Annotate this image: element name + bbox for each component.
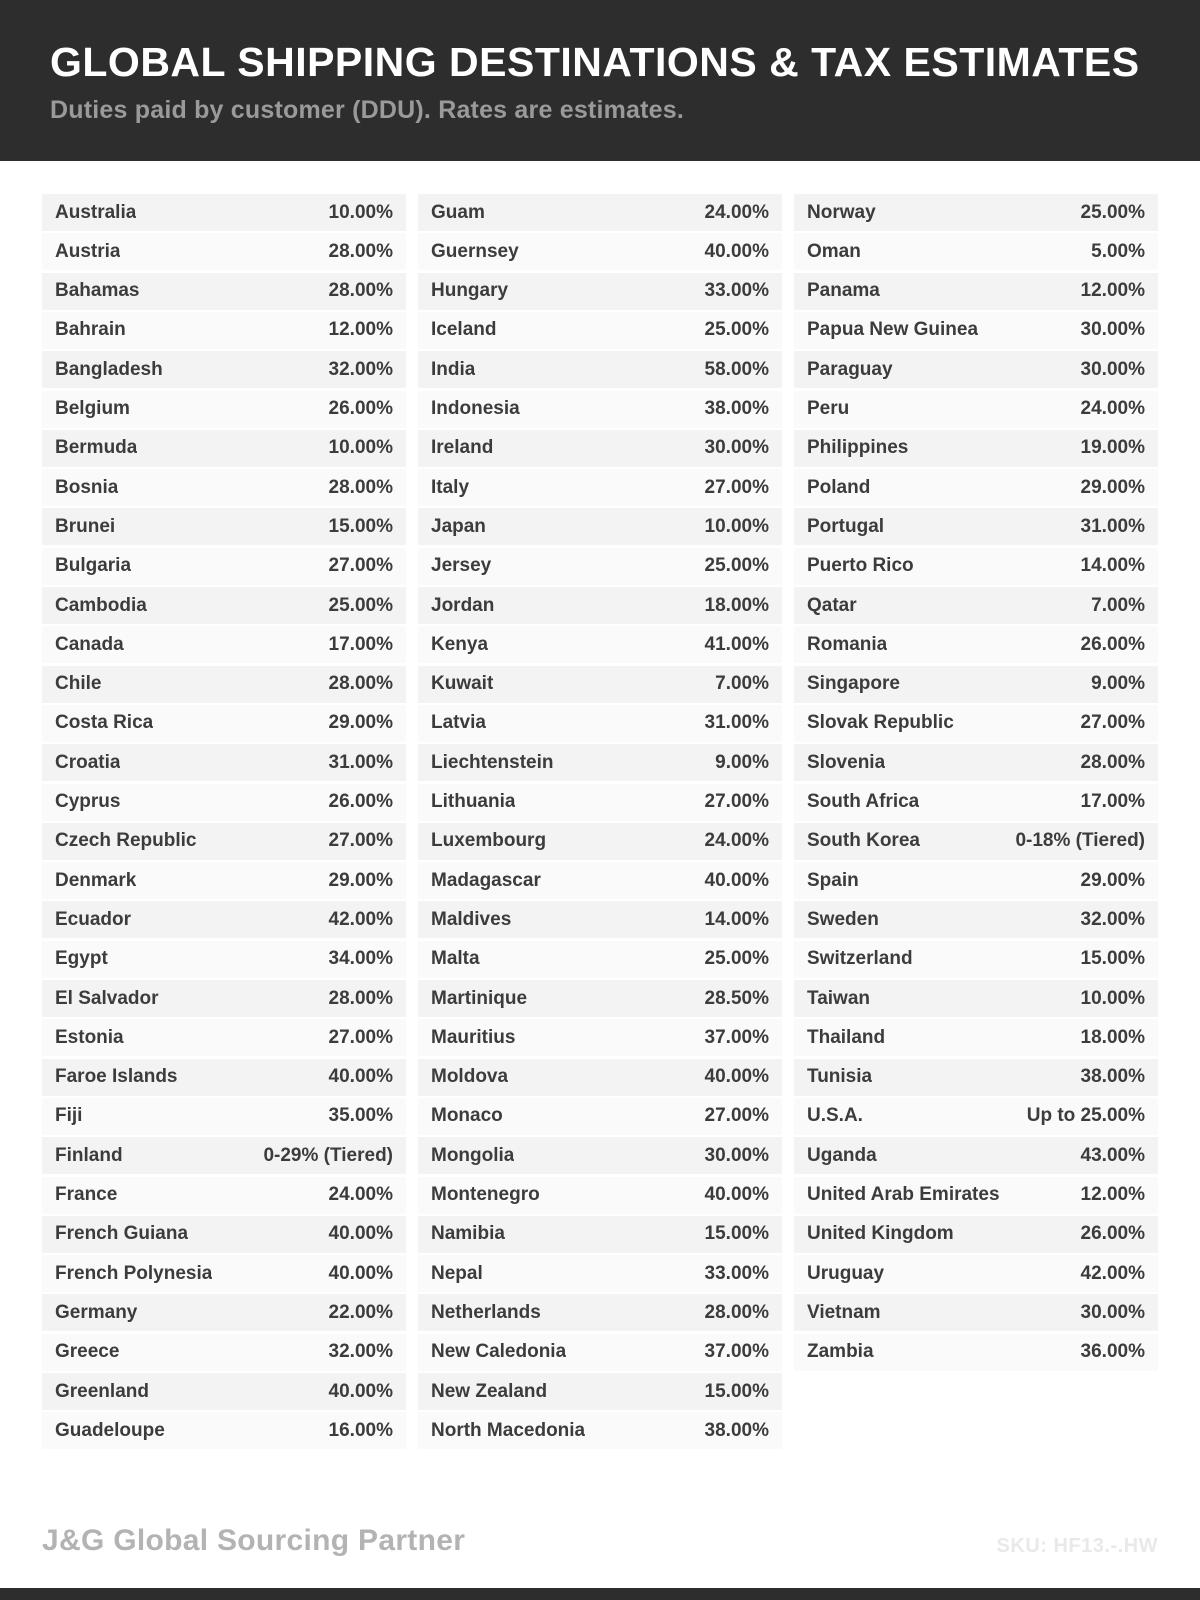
tax-rate: 30.00%: [704, 437, 769, 459]
tax-rate: 5.00%: [1091, 240, 1145, 262]
table-row: [794, 1334, 1158, 1371]
table-row: [42, 233, 406, 270]
country-name: Japan: [431, 515, 486, 537]
table-row: [42, 941, 406, 978]
table-row: [418, 1294, 782, 1331]
tax-rate: 7.00%: [715, 673, 769, 695]
country-name: Chile: [55, 673, 102, 695]
table-row: [42, 312, 406, 349]
table-row: [42, 194, 406, 231]
tax-rate: 29.00%: [1080, 869, 1145, 891]
table-row: [418, 941, 782, 978]
country-name: Sweden: [807, 908, 879, 930]
tax-rate: 27.00%: [328, 830, 393, 852]
table-column-3: [794, 194, 1158, 1373]
table-row: [418, 980, 782, 1017]
table-column-1: [42, 194, 406, 1452]
country-name: Tunisia: [807, 1066, 873, 1088]
country-name: India: [431, 358, 476, 380]
tax-rate: 34.00%: [328, 948, 393, 970]
tax-rate: 28.00%: [704, 1301, 769, 1323]
country-name: New Caledonia: [431, 1341, 567, 1363]
footer: [42, 1524, 1158, 1558]
table-row: [794, 626, 1158, 663]
tax-rate: 16.00%: [328, 1419, 393, 1441]
table-row: [42, 508, 406, 545]
country-name: Iceland: [431, 319, 497, 341]
table-row: [794, 430, 1158, 467]
tax-rate: 27.00%: [704, 791, 769, 813]
table-row: [42, 862, 406, 899]
country-name: Guernsey: [431, 240, 519, 262]
tax-rate: 15.00%: [704, 1223, 769, 1245]
country-name: El Salvador: [55, 987, 159, 1009]
table-row: [42, 705, 406, 742]
tax-rate: 12.00%: [1080, 280, 1145, 302]
table-row: [418, 508, 782, 545]
tax-rate: 0-18% (Tiered): [1015, 830, 1145, 852]
header: [0, 0, 1200, 161]
table-row: [42, 1059, 406, 1096]
country-name: Bangladesh: [55, 358, 163, 380]
table-row: [794, 1019, 1158, 1056]
tax-rate: 40.00%: [704, 1184, 769, 1206]
table-row: [418, 744, 782, 781]
table-row: [42, 391, 406, 428]
tax-rate: 9.00%: [715, 751, 769, 773]
tax-rate: 27.00%: [328, 1026, 393, 1048]
country-name: Liechtenstein: [431, 751, 554, 773]
country-name: Malta: [431, 948, 480, 970]
tax-rate: 40.00%: [704, 1066, 769, 1088]
table-row: [418, 1098, 782, 1135]
table-row: [794, 901, 1158, 938]
tax-rate: 15.00%: [328, 515, 393, 537]
table-row: [794, 744, 1158, 781]
tax-rate: 58.00%: [704, 358, 769, 380]
country-name: Philippines: [807, 437, 909, 459]
table-row: [794, 1255, 1158, 1292]
table-row: [42, 980, 406, 1017]
table-row: [418, 862, 782, 899]
tax-rate: 9.00%: [1091, 673, 1145, 695]
country-name: Denmark: [55, 869, 137, 891]
country-name: United Kingdom: [807, 1223, 954, 1245]
tax-rate: 33.00%: [704, 1262, 769, 1284]
tax-rate: 40.00%: [704, 869, 769, 891]
tax-rate: 28.00%: [1080, 751, 1145, 773]
country-name: Bosnia: [55, 476, 119, 498]
country-name: Papua New Guinea: [807, 319, 979, 341]
table-row: [418, 1177, 782, 1214]
tax-rate: 14.00%: [704, 908, 769, 930]
tax-rate: 42.00%: [328, 908, 393, 930]
table-row: [42, 784, 406, 821]
tax-rate: 15.00%: [704, 1380, 769, 1402]
country-name: Egypt: [55, 948, 108, 970]
country-name: French Guiana: [55, 1223, 189, 1245]
country-name: Belgium: [55, 398, 130, 420]
country-name: Finland: [55, 1144, 123, 1166]
country-name: North Macedonia: [431, 1419, 586, 1441]
page-subtitle: Duties paid by customer (DDU). Rates are estimates.: [50, 96, 685, 125]
table-row: [418, 1255, 782, 1292]
table-row: [794, 548, 1158, 585]
tax-rate: 26.00%: [1080, 633, 1145, 655]
table-row: [42, 430, 406, 467]
country-name: Ecuador: [55, 908, 132, 930]
country-name: Romania: [807, 633, 888, 655]
tax-rate: 31.00%: [328, 751, 393, 773]
table-column-2: [418, 194, 782, 1452]
table-row: [418, 1412, 782, 1449]
sku-text: SKU: HF13.-.HW: [996, 1535, 1158, 1557]
tax-rate: 19.00%: [1080, 437, 1145, 459]
table-row: [794, 312, 1158, 349]
table-row: [42, 1373, 406, 1410]
country-name: Luxembourg: [431, 830, 547, 852]
table-row: [42, 1019, 406, 1056]
table-row: [418, 705, 782, 742]
country-name: Bahamas: [55, 280, 140, 302]
tax-rate: 10.00%: [328, 437, 393, 459]
tax-rate: 24.00%: [1080, 398, 1145, 420]
country-name: Indonesia: [431, 398, 520, 420]
tax-rate: 36.00%: [1080, 1341, 1145, 1363]
table-row: [418, 312, 782, 349]
table-row: [418, 469, 782, 506]
table-row: [794, 508, 1158, 545]
country-name: Norway: [807, 201, 876, 223]
country-name: Maldives: [431, 908, 512, 930]
tax-rate: 37.00%: [704, 1341, 769, 1363]
table-row: [418, 1216, 782, 1253]
table-row: [794, 823, 1158, 860]
table-row: [418, 1373, 782, 1410]
country-name: Germany: [55, 1301, 138, 1323]
page-title: GLOBAL SHIPPING DESTINATIONS & TAX ESTIMATES: [50, 39, 1140, 85]
tax-rate: 29.00%: [1080, 476, 1145, 498]
table-row: [42, 626, 406, 663]
tax-rate: 29.00%: [328, 712, 393, 734]
country-name: French Polynesia: [55, 1262, 213, 1284]
country-name: Moldova: [431, 1066, 509, 1088]
table-row: [794, 862, 1158, 899]
table-row: [794, 587, 1158, 624]
tax-rate: 27.00%: [1080, 712, 1145, 734]
tax-rate: 25.00%: [704, 319, 769, 341]
table-row: [794, 666, 1158, 703]
country-name: Spain: [807, 869, 859, 891]
country-name: Kuwait: [431, 673, 494, 695]
tax-rate: 38.00%: [1080, 1066, 1145, 1088]
country-name: Guadeloupe: [55, 1419, 165, 1441]
table-row: [794, 391, 1158, 428]
table-row: [794, 1216, 1158, 1253]
country-name: Lithuania: [431, 791, 516, 813]
country-name: Kenya: [431, 633, 489, 655]
country-name: Madagascar: [431, 869, 541, 891]
tax-rate: 38.00%: [704, 1419, 769, 1441]
country-name: Uruguay: [807, 1262, 885, 1284]
country-name: Australia: [55, 201, 137, 223]
country-name: Portugal: [807, 515, 885, 537]
country-name: Paraguay: [807, 358, 893, 380]
tax-rate: 30.00%: [1080, 358, 1145, 380]
tax-rate: Up to 25.00%: [1026, 1105, 1145, 1127]
tax-rate: 27.00%: [328, 555, 393, 577]
table-row: [418, 194, 782, 231]
country-name: New Zealand: [431, 1380, 548, 1402]
country-name: Poland: [807, 476, 871, 498]
tax-rate: 27.00%: [704, 1105, 769, 1127]
table-row: [42, 823, 406, 860]
table-row: [794, 1059, 1158, 1096]
table-row: [42, 1177, 406, 1214]
table-row: [42, 1412, 406, 1449]
table-row: [42, 1294, 406, 1331]
country-name: Brunei: [55, 515, 116, 537]
tax-rate: 27.00%: [704, 476, 769, 498]
table-row: [794, 1137, 1158, 1174]
table-row: [42, 548, 406, 585]
country-name: Monaco: [431, 1105, 503, 1127]
table-row: [42, 1255, 406, 1292]
country-name: U.S.A.: [807, 1105, 863, 1127]
table-row: [418, 233, 782, 270]
table-row: [42, 469, 406, 506]
tax-rate: 10.00%: [328, 201, 393, 223]
tax-rate: 29.00%: [328, 869, 393, 891]
tax-rate: 42.00%: [1080, 1262, 1145, 1284]
country-name: Canada: [55, 633, 124, 655]
table-row: [418, 1137, 782, 1174]
country-name: Slovenia: [807, 751, 886, 773]
table-row: [418, 626, 782, 663]
tax-rate: 40.00%: [328, 1223, 393, 1245]
country-name: Vietnam: [807, 1301, 881, 1323]
table-row: [418, 823, 782, 860]
tax-rate: 28.00%: [328, 476, 393, 498]
tax-rate: 25.00%: [1080, 201, 1145, 223]
table-row: [42, 587, 406, 624]
tax-rate: 24.00%: [704, 830, 769, 852]
country-name: Mongolia: [431, 1144, 515, 1166]
country-name: Jersey: [431, 555, 492, 577]
tax-rate: 30.00%: [1080, 319, 1145, 341]
tax-rate: 26.00%: [1080, 1223, 1145, 1245]
country-name: Nepal: [431, 1262, 483, 1284]
table-row: [418, 1334, 782, 1371]
tax-rate: 40.00%: [328, 1066, 393, 1088]
table-row: [418, 548, 782, 585]
table-row: [42, 1216, 406, 1253]
table-row: [794, 233, 1158, 270]
tax-rate: 28.00%: [328, 280, 393, 302]
table-row: [42, 1137, 406, 1174]
rates-table: [0, 161, 1200, 1452]
table-row: [794, 194, 1158, 231]
brand-text: J&G Global Sourcing Partner: [42, 1524, 466, 1557]
country-name: Italy: [431, 476, 470, 498]
tax-rate: 17.00%: [1080, 791, 1145, 813]
country-name: Cambodia: [55, 594, 147, 616]
tax-rate: 32.00%: [328, 1341, 393, 1363]
table-row: [42, 273, 406, 310]
country-name: Croatia: [55, 751, 121, 773]
tax-rate: 26.00%: [328, 398, 393, 420]
country-name: Martinique: [431, 987, 528, 1009]
country-name: Bermuda: [55, 437, 138, 459]
table-row: [794, 1098, 1158, 1135]
table-row: [42, 901, 406, 938]
table-row: [794, 941, 1158, 978]
table-row: [42, 666, 406, 703]
country-name: Latvia: [431, 712, 486, 734]
table-row: [418, 901, 782, 938]
country-name: United Arab Emirates: [807, 1184, 1000, 1206]
tax-rate: 7.00%: [1091, 594, 1145, 616]
table-row: [794, 1294, 1158, 1331]
tax-rate: 32.00%: [1080, 908, 1145, 930]
tax-rate: 40.00%: [328, 1262, 393, 1284]
country-name: Guam: [431, 201, 485, 223]
tax-rate: 24.00%: [328, 1184, 393, 1206]
tax-rate: 12.00%: [1080, 1184, 1145, 1206]
tax-rate: 33.00%: [704, 280, 769, 302]
tax-rate: 10.00%: [704, 515, 769, 537]
country-name: Slovak Republic: [807, 712, 954, 734]
table-row: [418, 784, 782, 821]
tax-rate: 28.00%: [328, 987, 393, 1009]
country-name: Mauritius: [431, 1026, 516, 1048]
table-row: [42, 744, 406, 781]
country-name: Ireland: [431, 437, 494, 459]
tax-rate: 17.00%: [328, 633, 393, 655]
table-row: [418, 1019, 782, 1056]
tax-rate: 28.00%: [328, 240, 393, 262]
tax-rate: 22.00%: [328, 1301, 393, 1323]
tax-rate: 41.00%: [704, 633, 769, 655]
tax-rate: 25.00%: [704, 948, 769, 970]
tax-rate: 12.00%: [328, 319, 393, 341]
country-name: Costa Rica: [55, 712, 154, 734]
country-name: Estonia: [55, 1026, 124, 1048]
tax-rate: 43.00%: [1080, 1144, 1145, 1166]
country-name: Cyprus: [55, 791, 121, 813]
tax-rate: 0-29% (Tiered): [263, 1144, 393, 1166]
table-row: [794, 980, 1158, 1017]
tax-rate: 10.00%: [1080, 987, 1145, 1009]
country-name: Hungary: [431, 280, 509, 302]
country-name: Montenegro: [431, 1184, 540, 1206]
country-name: Qatar: [807, 594, 857, 616]
country-name: Czech Republic: [55, 830, 197, 852]
table-row: [794, 784, 1158, 821]
country-name: Oman: [807, 240, 861, 262]
tax-rate: 35.00%: [328, 1105, 393, 1127]
tax-rate: 24.00%: [704, 201, 769, 223]
country-name: Switzerland: [807, 948, 913, 970]
country-name: South Africa: [807, 791, 920, 813]
table-row: [418, 351, 782, 388]
country-name: Faroe Islands: [55, 1066, 178, 1088]
table-row: [794, 273, 1158, 310]
tax-rate: 40.00%: [704, 240, 769, 262]
table-row: [794, 351, 1158, 388]
country-name: France: [55, 1184, 118, 1206]
table-row: [794, 469, 1158, 506]
country-name: Panama: [807, 280, 880, 302]
bottom-bar: [0, 1588, 1200, 1600]
country-name: Netherlands: [431, 1301, 541, 1323]
country-name: Jordan: [431, 594, 495, 616]
table-row: [42, 351, 406, 388]
tax-rate: 25.00%: [328, 594, 393, 616]
tax-rate: 26.00%: [328, 791, 393, 813]
tax-rate: 30.00%: [704, 1144, 769, 1166]
country-name: Greece: [55, 1341, 120, 1363]
tax-rate: 31.00%: [704, 712, 769, 734]
country-name: Singapore: [807, 673, 900, 695]
tax-rate: 40.00%: [328, 1380, 393, 1402]
country-name: Bulgaria: [55, 555, 132, 577]
country-name: Greenland: [55, 1380, 149, 1402]
table-row: [418, 587, 782, 624]
tax-rate: 31.00%: [1080, 515, 1145, 537]
table-row: [418, 1059, 782, 1096]
country-name: Bahrain: [55, 319, 126, 341]
country-name: Namibia: [431, 1223, 505, 1245]
country-name: Peru: [807, 398, 850, 420]
table-row: [794, 1177, 1158, 1214]
country-name: South Korea: [807, 830, 920, 852]
country-name: Puerto Rico: [807, 555, 914, 577]
table-row: [418, 666, 782, 703]
tax-rate: 15.00%: [1080, 948, 1145, 970]
tax-rate: 18.00%: [704, 594, 769, 616]
country-name: Uganda: [807, 1144, 877, 1166]
table-row: [418, 430, 782, 467]
tax-rate: 18.00%: [1080, 1026, 1145, 1048]
tax-rate: 25.00%: [704, 555, 769, 577]
tax-rate: 37.00%: [704, 1026, 769, 1048]
tax-rate: 32.00%: [328, 358, 393, 380]
table-row: [42, 1334, 406, 1371]
country-name: Austria: [55, 240, 121, 262]
tax-rate: 28.50%: [704, 987, 769, 1009]
country-name: Zambia: [807, 1341, 874, 1363]
tax-rate: 38.00%: [704, 398, 769, 420]
country-name: Fiji: [55, 1105, 83, 1127]
country-name: Thailand: [807, 1026, 886, 1048]
tax-rate: 28.00%: [328, 673, 393, 695]
table-row: [42, 1098, 406, 1135]
tax-rate: 14.00%: [1080, 555, 1145, 577]
country-name: Taiwan: [807, 987, 870, 1009]
table-row: [418, 391, 782, 428]
table-row: [418, 273, 782, 310]
tax-rate: 30.00%: [1080, 1301, 1145, 1323]
table-row: [794, 705, 1158, 742]
